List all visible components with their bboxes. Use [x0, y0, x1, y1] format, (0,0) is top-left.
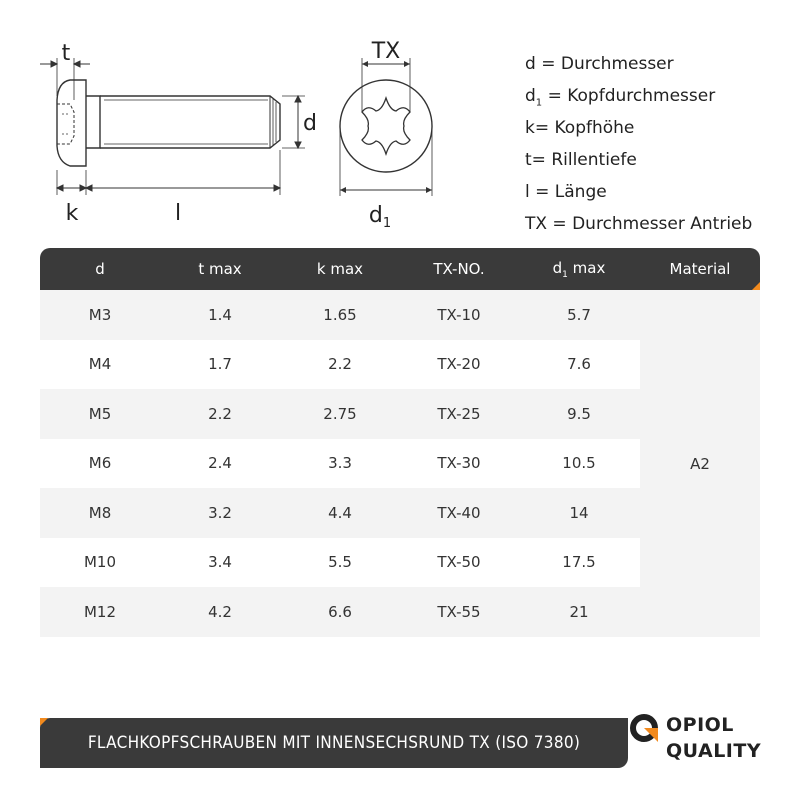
cell-d1: 21 — [569, 602, 589, 621]
header-accent-corner — [752, 282, 760, 290]
cell-d: M8 — [88, 503, 112, 522]
cell-d: M10 — [83, 553, 117, 572]
cell-t: 4.2 — [208, 602, 232, 621]
label-t: t — [61, 41, 71, 66]
logo-line-2: QUALITY — [666, 740, 762, 762]
legend-symbol: d — [525, 54, 536, 74]
cell-d1: 7.6 — [567, 355, 591, 374]
dimension-legend — [525, 48, 752, 240]
cell-t: 3.4 — [208, 553, 232, 572]
legend-item — [525, 208, 752, 240]
cell-k: 2.75 — [323, 404, 357, 423]
cell-d: M5 — [88, 404, 112, 423]
cell-t: 2.4 — [208, 454, 232, 473]
screw-head-top-view — [340, 58, 432, 196]
cell-d: M6 — [88, 454, 112, 473]
legend-item — [525, 176, 752, 208]
legend-text: = Kopfhöhe — [534, 118, 635, 138]
cell-t: 3.2 — [208, 503, 232, 522]
cell-tx: TX-40 — [437, 503, 481, 522]
cell-k: 5.5 — [328, 553, 352, 572]
legend-item — [525, 80, 752, 112]
footer-title: FLACHKOPFSCHRAUBEN MIT INNENSECHSRUND TX (ISO 7380) — [87, 733, 581, 753]
cell-d1: 10.5 — [562, 454, 596, 473]
label-l: l — [174, 201, 182, 226]
logo-text — [666, 712, 761, 764]
label-d1: $d_1$ — [368, 203, 392, 231]
legend-item — [525, 144, 752, 176]
header-d: d — [95, 260, 105, 278]
cell-tx: TX-25 — [437, 404, 481, 423]
legend-item — [525, 112, 752, 144]
legend-symbol: t — [525, 150, 532, 170]
label-d: d — [303, 111, 317, 136]
footer-accent-corner — [40, 718, 48, 726]
table-header — [40, 248, 760, 290]
header-d1-max: $d_1$ max — [552, 258, 606, 280]
cell-d1: 14 — [569, 503, 589, 522]
cell-t: 1.4 — [208, 305, 232, 324]
material-cell: A2 — [690, 454, 710, 473]
cell-tx: TX-30 — [437, 454, 481, 473]
cell-tx: TX-20 — [437, 355, 481, 374]
header-material: Material — [669, 260, 731, 278]
cell-d: M3 — [88, 305, 112, 324]
cell-d: M12 — [83, 602, 117, 621]
legend-text: = Rillentiefe — [531, 150, 637, 170]
footer-title-bar — [40, 718, 628, 768]
cell-tx: TX-10 — [437, 305, 481, 324]
cell-d1: 17.5 — [562, 553, 596, 572]
header-tx-no: TX-NO. — [433, 260, 485, 278]
header-t-max: t max — [198, 260, 242, 278]
legend-symbol: l — [525, 182, 530, 202]
legend-symbol: k — [525, 118, 535, 138]
cell-tx: TX-50 — [437, 553, 481, 572]
table-body — [40, 290, 760, 637]
spec-table — [40, 248, 760, 637]
screw-side-view — [57, 80, 280, 166]
cell-d1: 9.5 — [567, 404, 591, 423]
cell-k: 1.65 — [323, 305, 357, 324]
label-k: k — [65, 201, 79, 226]
legend-text: = Durchmesser — [535, 54, 674, 74]
legend-text: = Durchmesser Antrieb — [547, 214, 753, 234]
legend-text: = Kopfdurchmesser — [542, 86, 716, 106]
cell-k: 2.2 — [328, 355, 352, 374]
legend-subscript: 1 — [535, 97, 543, 109]
legend-symbol: d — [525, 86, 536, 106]
legend-symbol: TX — [525, 214, 548, 234]
legend-text: = Länge — [529, 182, 607, 202]
cell-d1: 5.7 — [567, 305, 591, 324]
cell-k: 6.6 — [328, 602, 352, 621]
cell-t: 2.2 — [208, 404, 232, 423]
logo-line-1: OPIOL — [666, 714, 734, 736]
header-k-max: k max — [316, 260, 364, 278]
label-tx: TX — [371, 39, 401, 64]
cell-k: 4.4 — [328, 503, 352, 522]
cell-t: 1.7 — [208, 355, 232, 374]
cell-d: M4 — [88, 355, 112, 374]
cell-k: 3.3 — [328, 454, 352, 473]
legend-item — [525, 48, 752, 80]
cell-tx: TX-55 — [437, 602, 481, 621]
